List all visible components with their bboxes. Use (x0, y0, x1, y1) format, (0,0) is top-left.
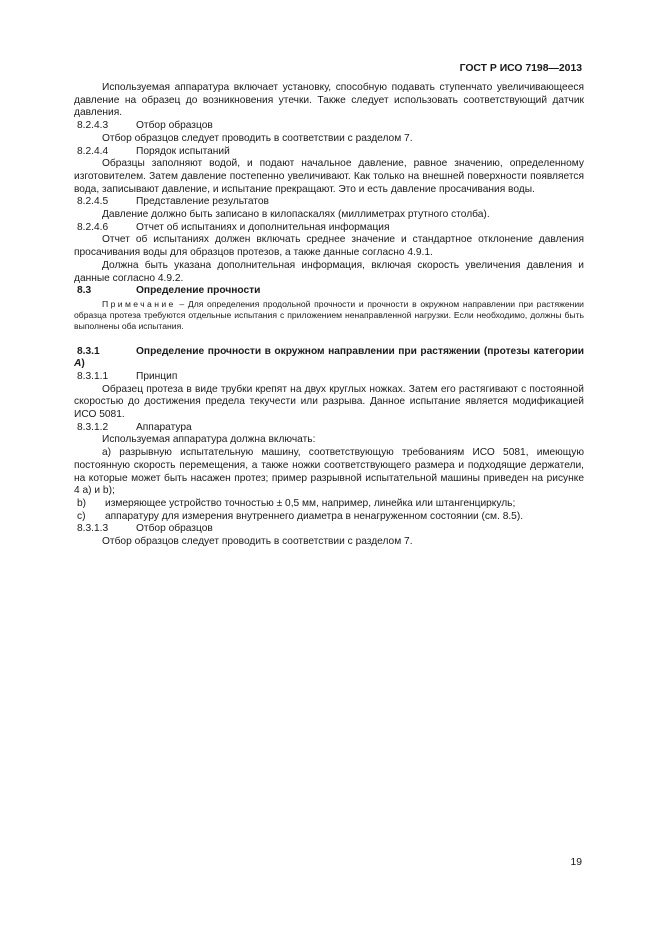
section-heading-8-3 (74, 285, 584, 298)
section-number: 8.2.4.6 (77, 221, 109, 233)
paragraph: Образец протеза в виде трубки крепят на двух круглых ножках. Затем его растягивают с постоянной скоростью до достижения предела текучести или разрыва. Данное испытание является модификацией ИСО 5081. (74, 383, 584, 421)
section-number: 8.3 (77, 285, 92, 297)
paragraph: Образцы заполняют водой, и подают начальное давление, равное значению, определенному изготовителем. Затем давление постепенно увеличивают. Как только на внешней поверхности появляется вода, записывают давление, и испытание прекращают. Это и есть давление просачивания воды. (74, 158, 584, 195)
list-text: измеряющее устройство точностью ± 0,5 мм, например, линейка или штангенциркуль; (105, 498, 516, 509)
paragraph: Отбор образцов следует проводить в соответствии с разделом 7. (102, 132, 413, 144)
section-number: 8.3.1.2 (77, 421, 109, 433)
section-heading-8-3-1 (74, 346, 584, 371)
section-number: 8.2.4.5 (77, 196, 109, 208)
section-title: Принцип (136, 370, 178, 382)
section-number: 8.2.4.3 (77, 120, 109, 132)
paragraph: Должна быть указана дополнительная информация, включая скорость увеличения давления и данные согласно 4.9.2. (74, 259, 584, 284)
list-item-a: а) разрывную испытательную машину, соответствующую требованиям ИСО 5081, имеющую постоянную скорость перемещения, а также ножки соответствующего размера и подходящие держатели, на которые может быть насажен протез; пример разрывной испытательной машины приведен на рисунке 4 а) и b); (74, 447, 584, 497)
document-body (74, 82, 584, 549)
note (74, 299, 584, 333)
list-marker: c) (77, 510, 86, 522)
section-heading-8-2-4-3 (74, 120, 584, 133)
paragraph: Отчет об испытаниях должен включать среднее значение и стандартное отклонение давления просачивания воды для образцов протезов, а также данные согласно 4.9.1. (74, 234, 584, 259)
section-title: Отбор образцов (136, 120, 213, 132)
paragraph: Используемая аппаратура включает установку, способную подавать ступенчато увеличивающееся давление на образец до возникновения утечки. Также следует использовать соответствующий датчик давления. (74, 82, 584, 119)
category-letter: А (74, 358, 82, 370)
section-title-close: ) (81, 358, 85, 370)
section-number: 8.2.4.4 (77, 145, 109, 157)
list-item-c (74, 511, 584, 524)
section-number: 8.3.1.3 (77, 523, 109, 535)
section-title: Представление результатов (136, 196, 269, 208)
section-heading-8-3-1-3 (74, 523, 584, 536)
section-number: 8.3.1 (77, 345, 100, 357)
note-label: Примечание (102, 298, 176, 309)
document-header: ГОСТ Р ИСО 7198—2013 (459, 63, 582, 74)
list-text: аппаратуру для измерения внутреннего диаметра в ненагруженном состоянии (см. 8.5). (105, 510, 524, 522)
section-heading-8-2-4-4 (74, 146, 584, 159)
section-title: Отбор образцов (136, 523, 213, 535)
section-title: Определение прочности в окружном направлении при растяжении (протезы категории (136, 345, 584, 357)
list-marker: b) (77, 498, 87, 509)
list-item-b (74, 498, 584, 511)
section-title: Отчет об испытаниях и дополнительная информация (136, 221, 390, 233)
section-title: Порядок испытаний (136, 145, 230, 157)
note-text: – Для определения продольной прочности и прочности в окружном направлении при растяжении образца протеза требуются отдельные испытания с приложением ненаправленной нагрузки. Если необходимо, должны быть выполнены оба испытания. (74, 298, 584, 332)
section-heading-8-2-4-5 (74, 196, 584, 209)
page-number: 19 (570, 857, 582, 868)
paragraph: Отбор образцов следует проводить в соответствии с разделом 7. (102, 536, 413, 548)
section-title: Определение прочности (136, 285, 261, 297)
section-heading-8-3-1-1 (74, 371, 584, 384)
section-heading-8-2-4-6 (74, 222, 584, 235)
section-number: 8.3.1.1 (77, 370, 109, 382)
paragraph: Давление должно быть записано в килопаскалях (миллиметрах ртутного столба). (102, 209, 490, 221)
section-heading-8-3-1-2 (74, 422, 584, 435)
section-title: Аппаратура (136, 421, 192, 433)
paragraph: Используемая аппаратура должна включать: (102, 434, 316, 446)
